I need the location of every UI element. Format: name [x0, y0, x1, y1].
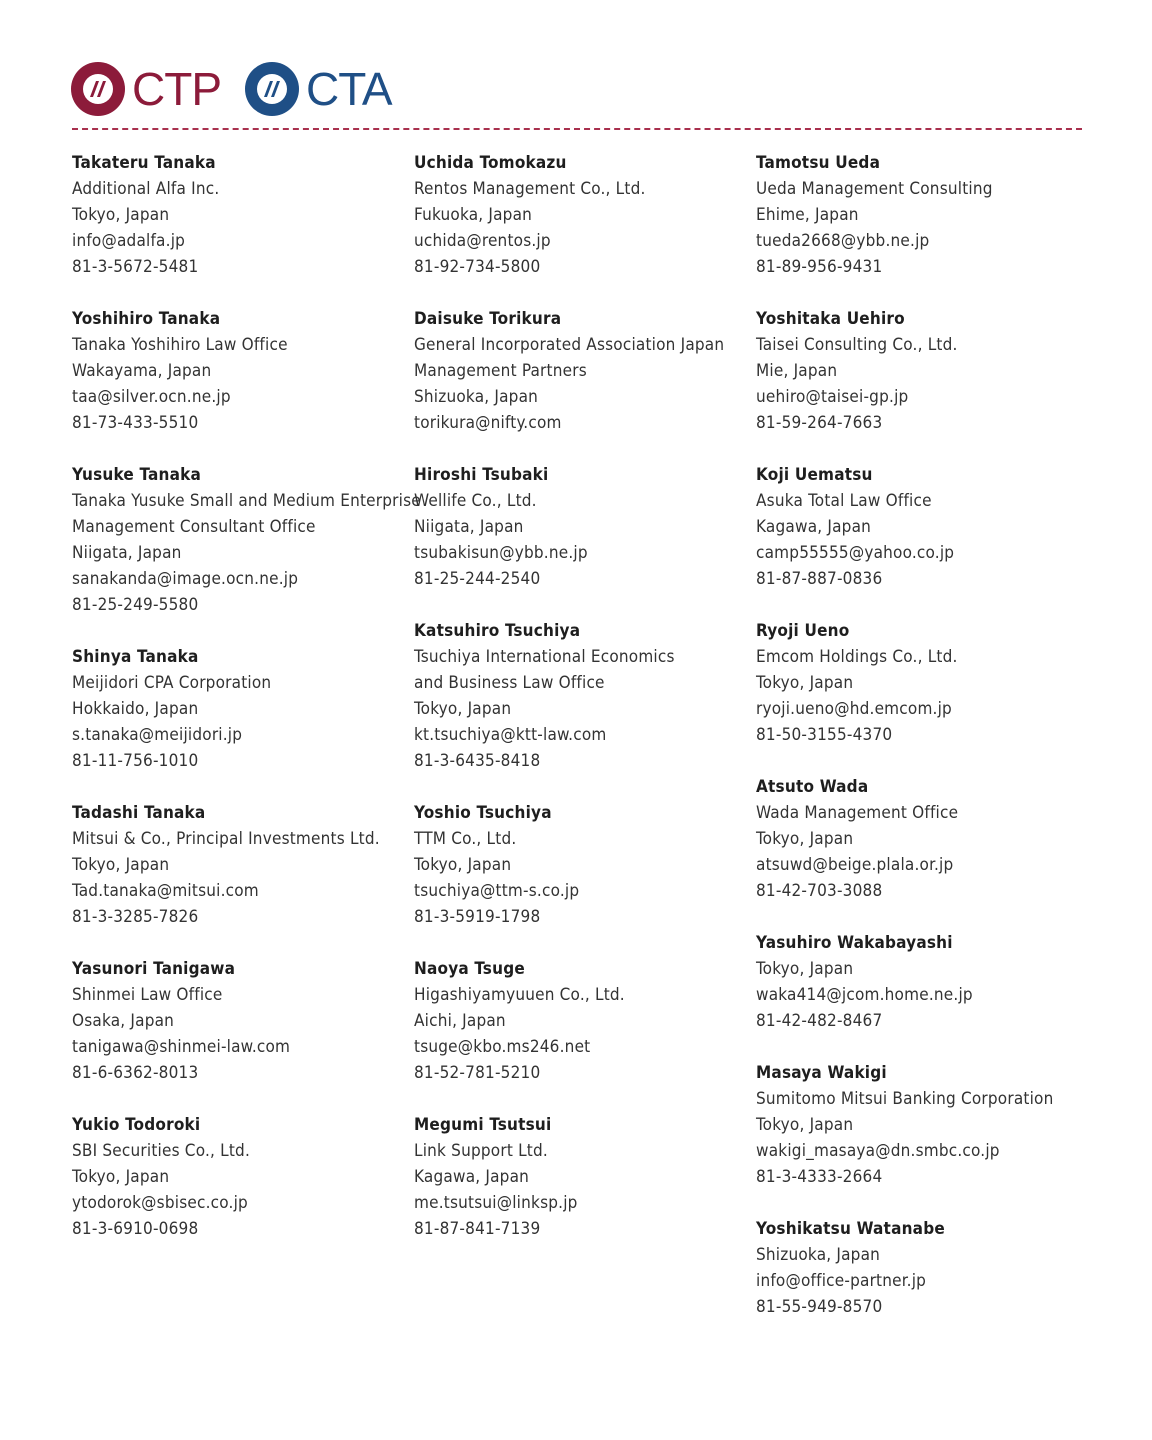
member-location: Tokyo, Japan: [756, 673, 854, 693]
member-email: taa@silver.ocn.ne.jp: [72, 387, 231, 407]
member-name: Atsuto Wada: [756, 777, 869, 797]
member-organization: Rentos Management Co., Ltd.: [414, 179, 646, 199]
member-organization: Sumitomo Mitsui Banking Corporation: [756, 1089, 1054, 1109]
member-email: tsuge@kbo.ms246.net: [414, 1037, 591, 1057]
directory-entry: [414, 462, 754, 592]
member-name: Yukio Todoroki: [72, 1115, 201, 1135]
member-email: tsuchiya@ttm-s.co.jp: [414, 881, 580, 901]
member-phone: 81-3-3285-7826: [72, 907, 199, 927]
dashed-divider: [72, 128, 1082, 130]
member-phone: 81-25-244-2540: [414, 569, 541, 589]
column-1: [72, 150, 421, 1268]
member-location: Tokyo, Japan: [72, 205, 170, 225]
member-name: Yoshihiro Tanaka: [72, 309, 221, 329]
member-organization: Wellife Co., Ltd.: [414, 491, 537, 511]
member-location: Shizuoka, Japan: [414, 387, 539, 407]
member-organization: Higashiyamyuuen Co., Ltd.: [414, 985, 625, 1005]
directory-entry: [756, 1216, 1096, 1320]
member-name: Yasunori Tanigawa: [72, 959, 236, 979]
member-organization: TTM Co., Ltd.: [414, 829, 517, 849]
member-email: info@adalfa.jp: [72, 231, 186, 251]
member-phone: 81-42-482-8467: [756, 1011, 883, 1031]
member-phone: 81-25-249-5580: [72, 595, 199, 615]
directory-entry: [414, 1112, 754, 1242]
directory-entry: [72, 462, 421, 618]
member-email: me.tsutsui@linksp.jp: [414, 1193, 578, 1213]
member-name: Yusuke Tanaka: [72, 465, 201, 485]
member-name: Yoshio Tsuchiya: [414, 803, 552, 823]
member-email: sanakanda@image.ocn.ne.jp: [72, 569, 299, 589]
member-email: info@office-partner.jp: [756, 1271, 927, 1291]
directory-entry: [72, 306, 412, 436]
member-phone: 81-3-4333-2664: [756, 1167, 883, 1187]
member-email: ryoji.ueno@hd.emcom.jp: [756, 699, 952, 719]
member-name: Takateru Tanaka: [72, 153, 216, 173]
directory-entry: [72, 956, 412, 1086]
member-phone: 81-50-3155-4370: [756, 725, 893, 745]
ctp-label: CTP: [132, 63, 221, 115]
member-location: Ehime, Japan: [756, 205, 859, 225]
directory-entry: [414, 800, 754, 930]
member-name: Ryoji Ueno: [756, 621, 850, 641]
member-organization: Wada Management Office: [756, 803, 959, 823]
member-organization: Management Partners: [414, 361, 587, 381]
member-location: Tokyo, Japan: [756, 959, 854, 979]
member-organization: General Incorporated Association Japan: [414, 335, 725, 355]
member-email: waka414@jcom.home.ne.jp: [756, 985, 973, 1005]
member-email: wakigi_masaya@dn.smbc.co.jp: [756, 1141, 1000, 1161]
directory-entry: [414, 618, 754, 774]
member-organization: and Business Law Office: [414, 673, 605, 693]
member-location: Tokyo, Japan: [72, 855, 170, 875]
member-location: Kagawa, Japan: [756, 517, 872, 537]
member-phone: 81-6-6362-8013: [72, 1063, 199, 1083]
member-name: Shinya Tanaka: [72, 647, 199, 667]
member-organization: Tanaka Yoshihiro Law Office: [72, 335, 288, 355]
member-phone: 81-42-703-3088: [756, 881, 883, 901]
member-location: Tokyo, Japan: [72, 1167, 170, 1187]
column-3: [756, 150, 1096, 1346]
member-location: Tokyo, Japan: [414, 855, 512, 875]
directory-entry: [756, 1060, 1096, 1190]
member-phone: 81-3-5919-1798: [414, 907, 541, 927]
member-organization: Asuka Total Law Office: [756, 491, 932, 511]
member-name: Daisuke Torikura: [414, 309, 562, 329]
member-location: Tokyo, Japan: [414, 699, 512, 719]
member-organization: Ueda Management Consulting: [756, 179, 993, 199]
member-name: Megumi Tsutsui: [414, 1115, 552, 1135]
member-name: Naoya Tsuge: [414, 959, 525, 979]
directory-entry: [756, 306, 1096, 436]
directory-entry: [72, 644, 412, 774]
member-location: Aichi, Japan: [414, 1011, 506, 1031]
member-email: torikura@nifty.com: [414, 413, 562, 433]
member-email: Tad.tanaka@mitsui.com: [72, 881, 259, 901]
member-email: camp55555@yahoo.co.jp: [756, 543, 955, 563]
member-organization: Meijidori CPA Corporation: [72, 673, 272, 693]
member-email: tueda2668@ybb.ne.jp: [756, 231, 930, 251]
member-phone: 81-92-734-5800: [414, 257, 541, 277]
cta-label: CTA: [306, 63, 392, 115]
member-location: Shizuoka, Japan: [756, 1245, 881, 1265]
member-name: Uchida Tomokazu: [414, 153, 567, 173]
member-location: Tokyo, Japan: [756, 829, 854, 849]
member-location: Wakayama, Japan: [72, 361, 212, 381]
member-phone: 81-3-6910-0698: [72, 1219, 199, 1239]
member-phone: 81-52-781-5210: [414, 1063, 541, 1083]
directory-entry: [756, 618, 1096, 748]
directory-entry: [756, 774, 1096, 904]
member-email: s.tanaka@meijidori.jp: [72, 725, 243, 745]
directory-entry: [72, 1112, 412, 1242]
member-phone: 81-73-433-5510: [72, 413, 199, 433]
member-organization: Tanaka Yusuke Small and Medium Enterprise: [72, 491, 421, 511]
member-location: Tokyo, Japan: [756, 1115, 854, 1135]
member-phone: 81-89-956-9431: [756, 257, 883, 277]
column-2: [414, 150, 754, 1268]
directory-entry: [414, 956, 754, 1086]
member-name: Masaya Wakigi: [756, 1063, 887, 1083]
member-email: tanigawa@shinmei-law.com: [72, 1037, 291, 1057]
member-organization: SBI Securities Co., Ltd.: [72, 1141, 250, 1161]
member-phone: 81-87-841-7139: [414, 1219, 541, 1239]
directory-entry: [72, 150, 412, 280]
member-name: Koji Uematsu: [756, 465, 873, 485]
member-phone: 81-3-5672-5481: [72, 257, 199, 277]
member-organization: Management Consultant Office: [72, 517, 316, 537]
member-location: Niigata, Japan: [414, 517, 524, 537]
member-email: ytodorok@sbisec.co.jp: [72, 1193, 248, 1213]
header: [70, 60, 1080, 120]
member-name: Tamotsu Ueda: [756, 153, 881, 173]
member-phone: 81-59-264-7663: [756, 413, 883, 433]
member-phone: 81-11-756-1010: [72, 751, 199, 771]
member-email: kt.tsuchiya@ktt-law.com: [414, 725, 607, 745]
member-location: Fukuoka, Japan: [414, 205, 533, 225]
member-phone: 81-87-887-0836: [756, 569, 883, 589]
directory-entry: [756, 150, 1096, 280]
member-phone: 81-3-6435-8418: [414, 751, 541, 771]
member-location: Osaka, Japan: [72, 1011, 175, 1031]
member-name: Yoshitaka Uehiro: [756, 309, 905, 329]
directory-entry: [756, 462, 1096, 592]
directory-entry: [414, 306, 754, 436]
member-name: Katsuhiro Tsuchiya: [414, 621, 581, 641]
member-email: tsubakisun@ybb.ne.jp: [414, 543, 588, 563]
member-phone: 81-55-949-8570: [756, 1297, 883, 1317]
member-organization: Emcom Holdings Co., Ltd.: [756, 647, 958, 667]
member-organization: Link Support Ltd.: [414, 1141, 548, 1161]
member-email: uehiro@taisei-gp.jp: [756, 387, 909, 407]
member-organization: Taisei Consulting Co., Ltd.: [756, 335, 958, 355]
member-location: Niigata, Japan: [72, 543, 182, 563]
directory-entry: [414, 150, 754, 280]
member-name: Yoshikatsu Watanabe: [756, 1219, 945, 1239]
ctp-logo: [70, 60, 221, 118]
member-location: Hokkaido, Japan: [72, 699, 199, 719]
member-email: atsuwd@beige.plala.or.jp: [756, 855, 954, 875]
member-email: uchida@rentos.jp: [414, 231, 551, 251]
member-name: Yasuhiro Wakabayashi: [756, 933, 953, 953]
directory-entry: [72, 800, 412, 930]
member-name: Tadashi Tanaka: [72, 803, 206, 823]
cta-logo: [244, 60, 392, 118]
member-organization: Mitsui & Co., Principal Investments Ltd.: [72, 829, 380, 849]
member-organization: Additional Alfa Inc.: [72, 179, 220, 199]
member-organization: Tsuchiya International Economics: [414, 647, 675, 667]
member-location: Kagawa, Japan: [414, 1167, 530, 1187]
member-name: Hiroshi Tsubaki: [414, 465, 549, 485]
cta-seal-icon: [244, 61, 300, 117]
directory-entry: [756, 930, 1096, 1034]
member-location: Mie, Japan: [756, 361, 838, 381]
ctp-seal-icon: [70, 61, 126, 117]
member-organization: Shinmei Law Office: [72, 985, 223, 1005]
